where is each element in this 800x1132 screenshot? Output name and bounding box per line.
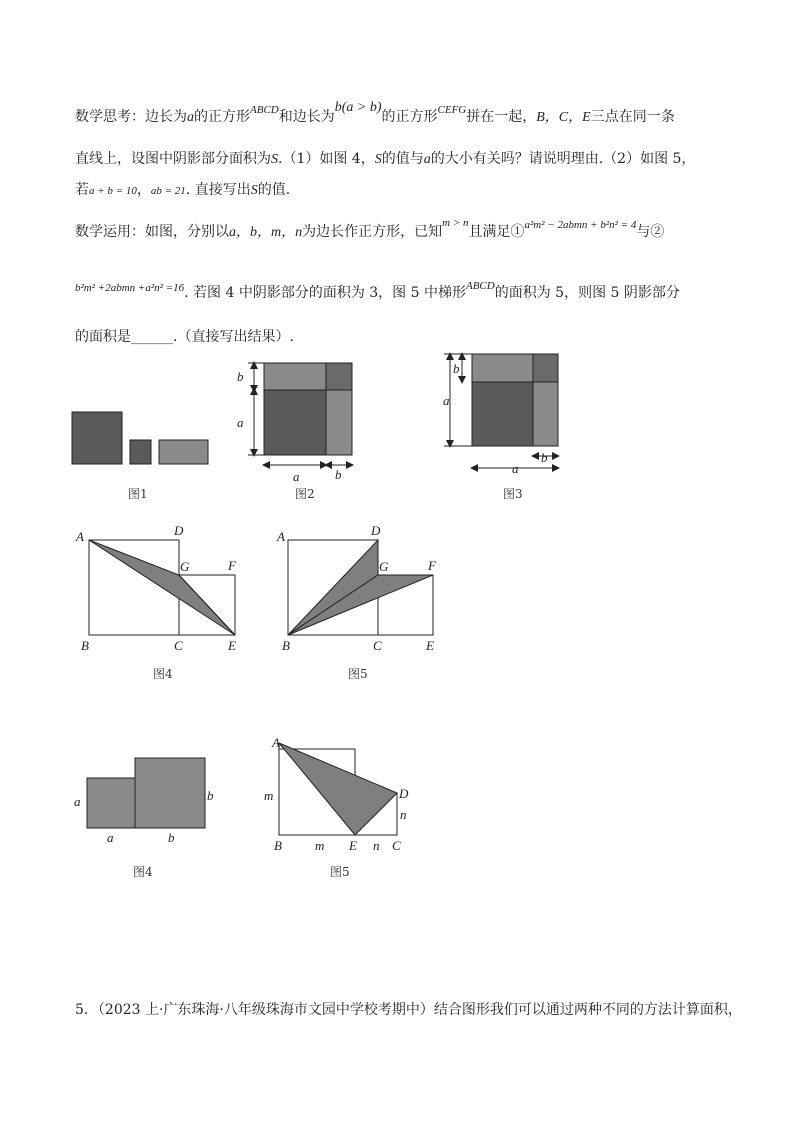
top-strip bbox=[472, 354, 533, 382]
point-label-a: A bbox=[76, 529, 84, 544]
label-a: a bbox=[107, 830, 114, 845]
caption-fig1: 图1 bbox=[128, 487, 148, 501]
point-label-d: D bbox=[399, 786, 409, 801]
figure-2 bbox=[237, 363, 352, 501]
condition-m-gt-n: m > n bbox=[442, 217, 469, 229]
top-strip bbox=[264, 363, 326, 390]
caption-fig5: 图5 bbox=[348, 667, 368, 681]
shaded-triangle-ade bbox=[279, 743, 397, 835]
text-segment: 5．（2023 上·广东珠海·八年级珠海市文园中学校考期中）结合图形我们可以通过两种不同的方法计算面积， bbox=[75, 1002, 742, 1018]
side-strip bbox=[326, 390, 352, 455]
equation-product: ab = 21 bbox=[150, 185, 186, 197]
figure-5-row3 bbox=[264, 735, 409, 879]
equation-2: b²m² +2abmn +a²n² =16 bbox=[75, 282, 185, 294]
label-b: b bbox=[541, 450, 548, 465]
var-a: a bbox=[187, 110, 194, 125]
side-strip bbox=[533, 382, 558, 446]
point-label-e: E bbox=[349, 838, 357, 853]
point-label-a: A bbox=[277, 529, 285, 544]
var-s: S bbox=[250, 183, 258, 198]
point-label-d: D bbox=[371, 523, 381, 538]
label-n: n bbox=[373, 838, 380, 853]
rect-b bbox=[135, 758, 205, 828]
point-label-g: G bbox=[379, 559, 389, 574]
label-abcd: ABCD bbox=[250, 104, 279, 116]
square-b bbox=[130, 440, 151, 464]
label-cefg: CEFG bbox=[437, 104, 467, 116]
figure-3 bbox=[443, 354, 558, 501]
point-label-f: F bbox=[428, 558, 436, 573]
text-segment: . 若图 4 中阴影部分的面积为 3，图 5 中梯形 bbox=[184, 285, 466, 301]
main-square bbox=[264, 390, 326, 455]
shaded-triangle bbox=[89, 540, 235, 635]
equation-1: a²m² − 2abmn + b²n² = 4 bbox=[524, 219, 637, 231]
text-segment: 且满足① bbox=[468, 224, 525, 240]
point-label-g: G bbox=[180, 559, 190, 574]
text-segment: 的面积为 5，则图 5 阴影部分 bbox=[494, 285, 680, 301]
point-label-e: E bbox=[228, 638, 236, 653]
text-segment: 三点在同一条 bbox=[590, 109, 675, 125]
label-b: b bbox=[453, 361, 460, 376]
text-segment: 的大小有关吗？请说明理由.（2）如图 5， bbox=[430, 151, 696, 167]
caption-fig4: 图4 bbox=[153, 667, 173, 681]
text-segment: 和边长为 bbox=[278, 109, 335, 125]
label-a: a bbox=[443, 393, 450, 408]
point-label-b: B bbox=[274, 838, 282, 853]
math-b-a-gt-b: b(a > b) bbox=[334, 100, 382, 115]
var-s: S bbox=[374, 152, 382, 167]
figure-4-row2 bbox=[75, 523, 237, 681]
point-label-b: B bbox=[282, 638, 290, 653]
label-abcd: ABCD bbox=[465, 280, 495, 292]
text-segment: ， bbox=[136, 182, 151, 198]
text-segment: 的正方形 bbox=[194, 109, 250, 125]
answer-blank-text: 的面积是______.（直接写出结果）. bbox=[75, 329, 294, 345]
label-a: a bbox=[237, 415, 244, 430]
point-label-a: A bbox=[272, 735, 280, 750]
label-a: a bbox=[293, 469, 300, 484]
text-segment: 与② bbox=[636, 224, 665, 240]
point-label-b: B bbox=[81, 638, 89, 653]
rectangle-ab bbox=[159, 440, 208, 464]
label-a: a bbox=[512, 461, 519, 476]
point-label-d: D bbox=[174, 523, 184, 538]
text-segment: 拼在一起， bbox=[466, 109, 537, 125]
label-a: a bbox=[74, 794, 81, 809]
main-square bbox=[472, 382, 533, 446]
point-label-c: C bbox=[174, 638, 183, 653]
point-label-e: E bbox=[426, 638, 434, 653]
var-a: a bbox=[423, 152, 431, 167]
point-label-c: C bbox=[392, 838, 401, 853]
text-segment: 若 bbox=[75, 182, 89, 198]
label-m: m bbox=[315, 838, 325, 853]
text-segment: 数学思考：边长为 bbox=[75, 109, 187, 125]
label-n: n bbox=[400, 807, 407, 822]
text-segment: 的正方形 bbox=[381, 109, 438, 125]
label-b: b bbox=[335, 467, 342, 482]
rect-a bbox=[87, 778, 135, 828]
points-bce: B，C，E bbox=[536, 110, 591, 125]
corner-square bbox=[533, 354, 558, 382]
label-b: b bbox=[237, 369, 244, 384]
text-segment: 数学运用：如图，分别以 bbox=[75, 224, 229, 240]
vars-abmn: a，b，m，n bbox=[229, 225, 303, 240]
caption-fig3: 图3 bbox=[503, 487, 523, 501]
text-segment: 的值. bbox=[257, 182, 291, 198]
figure-1 bbox=[72, 412, 208, 501]
text-segment: 为边长作正方形，已知 bbox=[302, 224, 443, 240]
text-segment: .（1）如图 4， bbox=[278, 151, 375, 167]
label-b: b bbox=[207, 788, 214, 803]
label-m: m bbox=[264, 788, 274, 803]
equation-sum: a + b = 10 bbox=[89, 185, 137, 197]
square-a bbox=[72, 412, 122, 464]
caption-fig5: 图5 bbox=[330, 865, 350, 879]
caption-fig4: 图4 bbox=[133, 865, 153, 879]
text-segment: 直线上，设图中阴影部分面积为 bbox=[75, 151, 271, 167]
caption-fig2: 图2 bbox=[295, 487, 315, 501]
point-label-f: F bbox=[228, 558, 236, 573]
corner-square bbox=[326, 363, 352, 390]
var-s: S bbox=[271, 152, 278, 167]
text-segment: . 直接写出 bbox=[185, 182, 251, 198]
figure-5-row2 bbox=[276, 523, 437, 681]
text-segment: 的值与 bbox=[381, 151, 424, 167]
point-label-c: C bbox=[373, 638, 382, 653]
label-b: b bbox=[168, 830, 175, 845]
figure-4-row3 bbox=[74, 758, 214, 879]
